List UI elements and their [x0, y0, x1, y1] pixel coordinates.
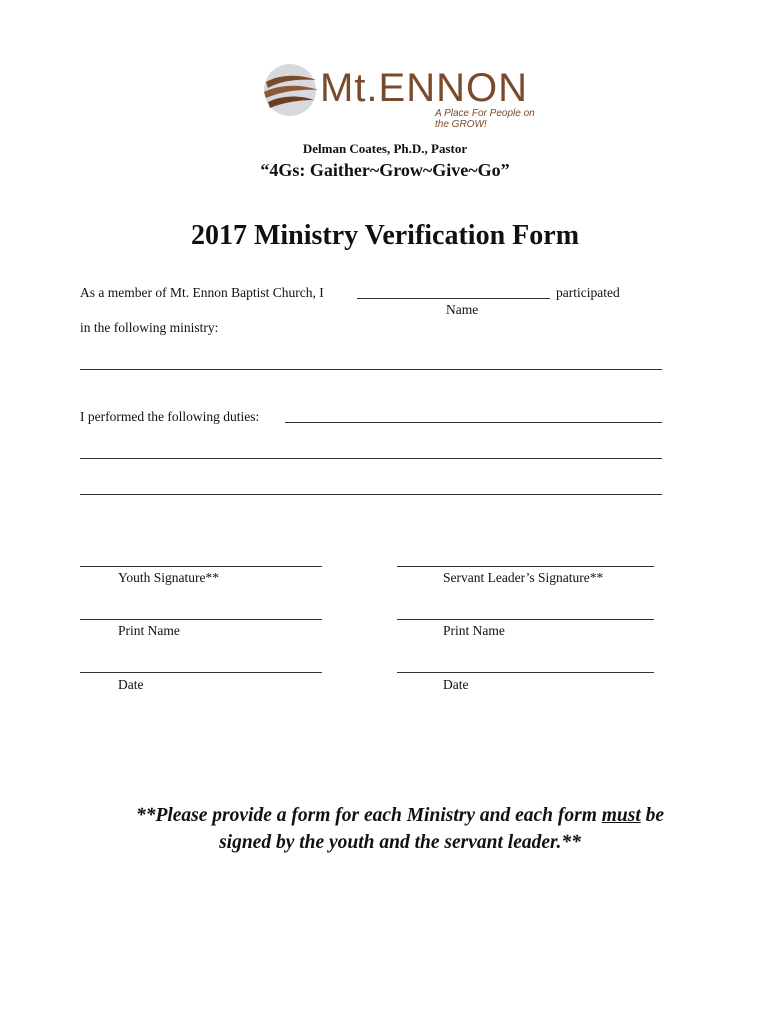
logo-wordmark: Mt.ENNON [320, 66, 528, 110]
youth-date-label: Date [118, 677, 144, 692]
youth-signature-label: Youth Signature** [118, 570, 220, 585]
youth-date-line[interactable] [80, 672, 322, 673]
leader-print-name-line[interactable] [397, 619, 654, 620]
ministry-prompt: in the following ministry: [80, 320, 219, 335]
closing-emphasis: must [601, 805, 641, 826]
closing-part-2: be [640, 805, 665, 826]
form-title: 2017 Ministry Verification Form [190, 220, 580, 251]
duties-input-line-3[interactable] [80, 494, 662, 495]
duties-input-line-2[interactable] [80, 458, 662, 459]
church-logo [260, 62, 550, 130]
youth-print-name-line[interactable] [80, 619, 322, 620]
intro-suffix: participated [556, 285, 620, 300]
leader-signature-line[interactable] [397, 566, 654, 567]
pastor-line: Delman Coates, Ph.D., Pastor [302, 141, 468, 156]
duties-label: I performed the following duties: [80, 409, 260, 424]
youth-print-name-label: Print Name [118, 623, 180, 638]
ministry-input-line[interactable] [80, 369, 662, 370]
leader-print-name-label: Print Name [443, 623, 505, 638]
intro-prefix: As a member of Mt. Ennon Baptist Church, I [80, 285, 324, 300]
leader-date-label: Date [443, 677, 469, 692]
duties-input-line-1[interactable] [285, 422, 662, 423]
church-motto: “4Gs: Gaither~Grow~Give~Go” [260, 160, 510, 180]
leader-signature-label: Servant Leader’s Signature** [443, 570, 604, 585]
name-caption: Name [446, 302, 479, 317]
closing-note [0, 802, 770, 856]
closing-line-2: signed by the youth and the servant leader.** [219, 832, 581, 853]
youth-signature-line[interactable] [80, 566, 322, 567]
leader-date-line[interactable] [397, 672, 654, 673]
logo-tagline: A Place For People on the GROW! [435, 108, 535, 130]
closing-part-1: **Please provide a form for each Ministry and each form [135, 805, 602, 826]
name-input-line[interactable] [357, 298, 550, 299]
